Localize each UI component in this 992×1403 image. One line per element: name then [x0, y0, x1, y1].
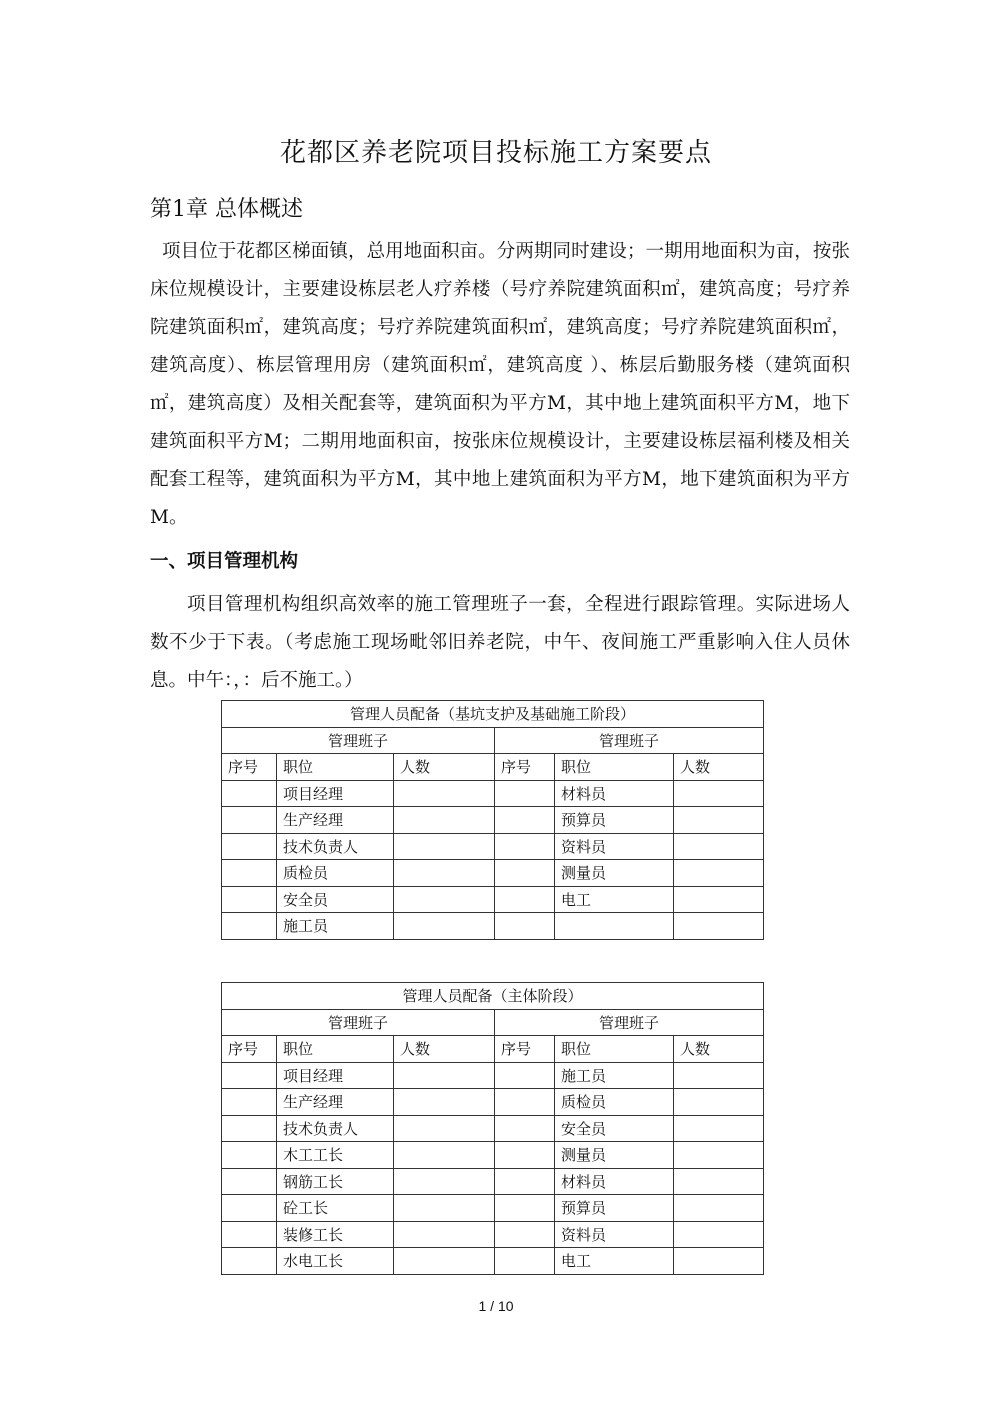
- column-header: 人数: [674, 1036, 764, 1063]
- group-header-right: 管理班子: [495, 727, 764, 754]
- table-cell: [674, 1168, 764, 1195]
- group-header-left: 管理班子: [222, 727, 495, 754]
- table-row: [222, 780, 764, 807]
- table-cell: [495, 1248, 555, 1275]
- group-header-row: [222, 1009, 764, 1036]
- column-header-row: [222, 754, 764, 781]
- chapter-heading: 第1章 总体概述: [150, 197, 303, 222]
- table-cell: [495, 1062, 555, 1089]
- table-cell: 质检员: [555, 1089, 674, 1116]
- table-cell: [495, 1115, 555, 1142]
- table-cell: 电工: [555, 886, 674, 913]
- table-cell: 生产经理: [277, 807, 394, 834]
- table-row: [222, 1142, 764, 1169]
- table-row: [222, 913, 764, 940]
- table-cell: 测量员: [555, 1142, 674, 1169]
- table-cell: 生产经理: [277, 1089, 394, 1116]
- table-cell: [394, 1142, 495, 1169]
- table-cell: [674, 1062, 764, 1089]
- table-cell: [222, 1248, 277, 1275]
- table-cell: [222, 780, 277, 807]
- table-cell: [674, 886, 764, 913]
- table-cell: [394, 1168, 495, 1195]
- table-cell: 材料员: [555, 1168, 674, 1195]
- page-number: 1 / 10: [478, 1298, 514, 1314]
- column-header: 序号: [222, 1036, 277, 1063]
- table-cell: 质检员: [277, 860, 394, 887]
- table-cell: [394, 1221, 495, 1248]
- table-row: [222, 833, 764, 860]
- column-header: 人数: [394, 1036, 495, 1063]
- table-row: [222, 1221, 764, 1248]
- table-cell: [222, 1062, 277, 1089]
- table-cell: [222, 1195, 277, 1222]
- table-caption: 管理人员配备（基坑支护及基础施工阶段）: [222, 701, 764, 728]
- table-cell: [674, 1089, 764, 1116]
- table-cell: [495, 860, 555, 887]
- table-cell: [495, 1221, 555, 1248]
- table-row: [222, 860, 764, 887]
- table-cell: 砼工长: [277, 1195, 394, 1222]
- table-cell: [495, 1168, 555, 1195]
- table-cell: 技术负责人: [277, 833, 394, 860]
- table-row: [222, 1195, 764, 1222]
- group-header-left: 管理班子: [222, 1009, 495, 1036]
- column-header: 人数: [674, 754, 764, 781]
- table-cell: 项目经理: [277, 780, 394, 807]
- table-row: [222, 1062, 764, 1089]
- table-cell: 项目经理: [277, 1062, 394, 1089]
- column-header: 职位: [555, 754, 674, 781]
- table-row: [222, 807, 764, 834]
- table-cell: [222, 1221, 277, 1248]
- table-row: [222, 1115, 764, 1142]
- table-cell: [394, 833, 495, 860]
- table-cell: 预算员: [555, 807, 674, 834]
- table-cell: [674, 1115, 764, 1142]
- table-cell: [555, 913, 674, 940]
- column-header: 人数: [394, 754, 495, 781]
- table-cell: [674, 780, 764, 807]
- table-cell: [394, 807, 495, 834]
- table-cell: [495, 1089, 555, 1116]
- table-cell: [495, 833, 555, 860]
- table-cell: [222, 1168, 277, 1195]
- table-cell: [674, 807, 764, 834]
- table-cell: [394, 1115, 495, 1142]
- table-cell: 安全员: [555, 1115, 674, 1142]
- table-cell: 预算员: [555, 1195, 674, 1222]
- column-header: 序号: [222, 754, 277, 781]
- table-cell: 技术负责人: [277, 1115, 394, 1142]
- table-cell: [495, 1195, 555, 1222]
- table-cell: 施工员: [277, 913, 394, 940]
- column-header: 序号: [495, 754, 555, 781]
- table-cell: [674, 1142, 764, 1169]
- document-title: 花都区养老院项目投标施工方案要点: [279, 138, 712, 168]
- group-header-row: [222, 727, 764, 754]
- table-cell: [222, 807, 277, 834]
- column-header: 序号: [495, 1036, 555, 1063]
- table-cell: [222, 1142, 277, 1169]
- table-cell: [674, 1221, 764, 1248]
- table-cell: [674, 1248, 764, 1275]
- table-cell: [222, 913, 277, 940]
- table-cell: [222, 833, 277, 860]
- table-cell: [222, 860, 277, 887]
- table-row: [222, 1089, 764, 1116]
- table-cell: [495, 807, 555, 834]
- table-cell: [394, 780, 495, 807]
- table-cell: 电工: [555, 1248, 674, 1275]
- intro-paragraph: 项目位于花都区梯面镇，总用地面积亩。分两期同时建设；一期用地面积为亩，按张床位规模设计，主要建设栋层老人疗养楼（号疗养院建筑面积㎡，建筑高度；号疗养院建筑面积㎡，建筑高度；号疗养院建筑面积㎡，建筑高度；号疗养院建筑面积㎡，建筑高度）、栋层管理用房（建筑面积㎡，建筑高度 ）、栋层后勤服务楼（建筑面积㎡，建筑高度）及相关配套等，建筑面积为平方M，其中地上建筑面积平方M，地下建筑面积平方M；二期用地面积亩，按张床位规模设计，主要建设栋层福利楼及相关配套工程等，建筑面积为平方M，其中地上建筑面积为平方M，地下建筑面积为平方M。: [150, 241, 850, 528]
- table-cell: [674, 833, 764, 860]
- caption-row: [222, 983, 764, 1010]
- column-header-row: [222, 1036, 764, 1063]
- column-header: 职位: [277, 1036, 394, 1063]
- table-cell: [394, 1089, 495, 1116]
- caption-row: [222, 701, 764, 728]
- table-cell: 装修工长: [277, 1221, 394, 1248]
- table-cell: 资料员: [555, 833, 674, 860]
- table-cell: 钢筋工长: [277, 1168, 394, 1195]
- table-cell: [674, 913, 764, 940]
- table-cell: [394, 1248, 495, 1275]
- section-heading: 一、项目管理机构: [150, 551, 299, 572]
- table-cell: 材料员: [555, 780, 674, 807]
- table-cell: [674, 860, 764, 887]
- table-cell: 资料员: [555, 1221, 674, 1248]
- table-cell: [674, 1195, 764, 1222]
- table-cell: [222, 1089, 277, 1116]
- table-cell: [394, 886, 495, 913]
- table-caption: 管理人员配备（主体阶段）: [222, 983, 764, 1010]
- staff-table-foundation: [221, 700, 764, 940]
- table-cell: 木工工长: [277, 1142, 394, 1169]
- table-cell: [495, 886, 555, 913]
- table-cell: [394, 1195, 495, 1222]
- table-cell: [394, 1062, 495, 1089]
- table-cell: 安全员: [277, 886, 394, 913]
- management-paragraph: 项目管理机构组织高效率的施工管理班子一套，全程进行跟踪管理。实际进场人数不少于下表。（考虑施工现场毗邻旧养老院，中午、夜间施工严重影响入住人员休息。中午：，：后不施工。）: [150, 594, 850, 691]
- column-header: 职位: [277, 754, 394, 781]
- table-cell: [222, 1115, 277, 1142]
- table-cell: [394, 913, 495, 940]
- table-cell: [222, 886, 277, 913]
- table-cell: 测量员: [555, 860, 674, 887]
- table-row: [222, 886, 764, 913]
- staff-table-main-structure: [221, 982, 764, 1275]
- table-cell: [495, 913, 555, 940]
- table-cell: [495, 1142, 555, 1169]
- column-header: 职位: [555, 1036, 674, 1063]
- table-cell: [394, 860, 495, 887]
- table-cell: [495, 780, 555, 807]
- table-cell: 施工员: [555, 1062, 674, 1089]
- table-row: [222, 1168, 764, 1195]
- group-header-right: 管理班子: [495, 1009, 764, 1036]
- table-row: [222, 1248, 764, 1275]
- table-cell: 水电工长: [277, 1248, 394, 1275]
